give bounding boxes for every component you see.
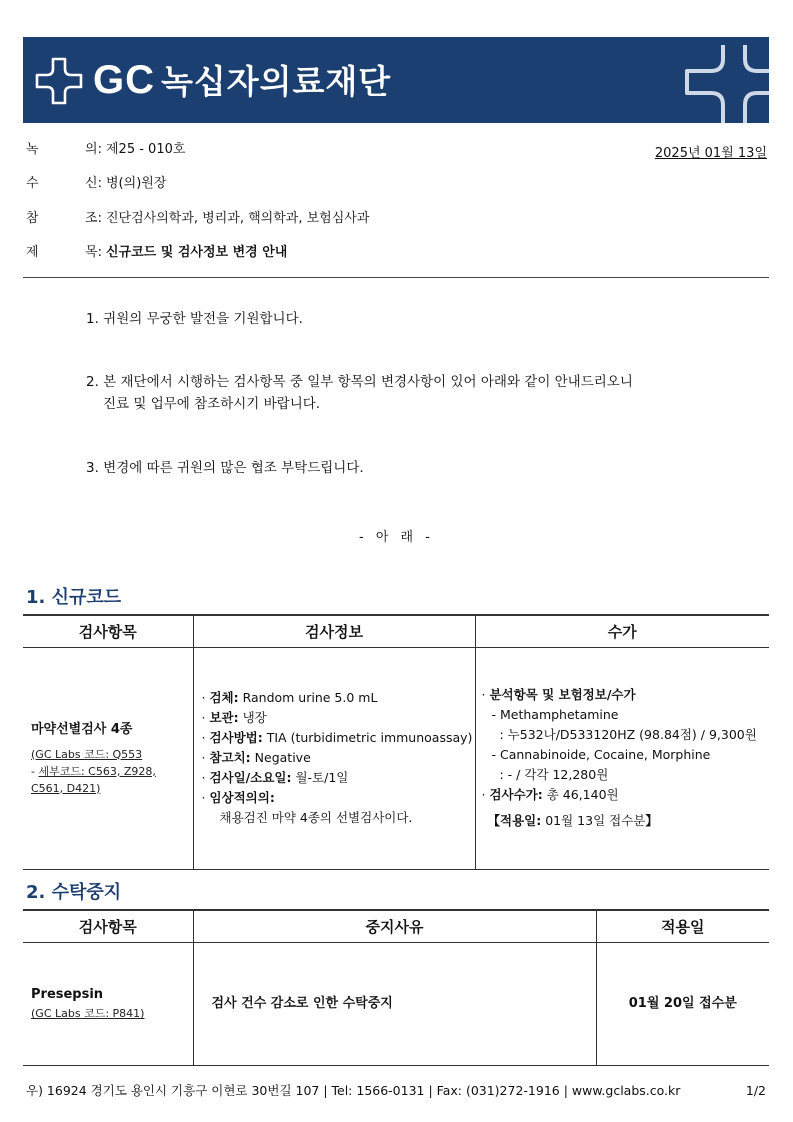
below-marker: - 아 래 - <box>359 530 434 545</box>
price-meth: - Methamphetamine <box>491 707 619 722</box>
table-row <box>23 647 769 869</box>
item-code: (GC Labs 코드: P841) <box>31 1007 145 1020</box>
column-header: 검사정보 <box>193 615 475 647</box>
suspension-date: 01월 20일 접수분 <box>596 942 769 1065</box>
divider <box>23 277 769 278</box>
logo-gc: GC <box>93 58 155 102</box>
column-header: 수가 <box>475 615 769 647</box>
section-title-suspension: 2. 수탁중지 <box>26 882 122 903</box>
paragraph-1: 1. 귀원의 무궁한 발전을 기원합니다. <box>86 311 303 327</box>
paragraph-2: 2. 본 재단에서 시행하는 검사항목 중 일부 항목의 변경사항이 있어 아래와 같이 안내드리오니 진료 및 업무에 참조하시기 바랍니다. <box>86 374 633 412</box>
info-schedule: · 검사일/소요일: 월-토/1일 <box>201 770 349 785</box>
footer <box>26 1082 766 1100</box>
header-banner <box>23 37 769 123</box>
column-header: 중지사유 <box>193 910 596 942</box>
info-cell <box>193 647 475 869</box>
price-total: · 검사수가: 총 46,140원 <box>481 787 619 802</box>
meta-doc-number: 녹 의: 제25 - 010호 <box>26 142 186 157</box>
price-header: · 분석항목 및 보험정보/수가 <box>481 687 636 702</box>
reference: 진단검사의학과, 병리과, 핵의학과, 보험심사과 <box>106 211 370 226</box>
gc-cross-decoration-icon <box>683 45 769 123</box>
suspension-reason: 검사 건수 감소로 인한 수탁중지 <box>193 942 596 1065</box>
item-code: (GC Labs 코드: Q553 <box>31 747 143 761</box>
footer-address: 우) 16924 경기도 용인시 기흥구 이현로 30번길 107 | Tel: 1566-0131 | Fax: (031)272-1916 | www.gclabs.co.kr <box>26 1083 681 1098</box>
info-clinical-text: 채용검진 마약 4종의 선별검사이다. <box>219 810 413 825</box>
price-others: - Cannabinoide, Cocaine, Morphine <box>491 747 711 762</box>
meta-subject: 제 목: 신규코드 및 검사정보 변경 안내 <box>26 245 288 260</box>
price-others-detail: : - / 각각 12,280원 <box>499 767 609 782</box>
item-cell: 마약선별검사 4종 (GC Labs 코드: Q553 - 세부코드: C563, Z928, C561, D421) <box>23 647 193 869</box>
gc-cross-logo-icon <box>33 55 85 107</box>
item-name: Presepsin <box>31 987 104 1002</box>
info-method: · 검사방법: TIA (turbidimetric immunoassay) <box>201 730 473 745</box>
item-cell <box>23 942 193 1065</box>
meta-recipient: 수 신: 병(의)원장 <box>26 176 167 191</box>
info-storage: · 보관: 냉장 <box>201 710 267 725</box>
meta-reference: 참 조: 진단검사의학과, 병리과, 핵의학과, 보험심사과 <box>26 211 370 226</box>
price-cell <box>475 647 769 869</box>
column-header: 검사항목 <box>23 615 193 647</box>
section-title-new-code: 1. 신규코드 <box>26 587 122 608</box>
subject: 신규코드 및 검사정보 변경 안내 <box>106 245 288 260</box>
column-header: 검사항목 <box>23 910 193 942</box>
doc-number: 제25 - 010호 <box>106 142 186 157</box>
info-specimen: · 검체: Random urine 5.0 mL <box>201 690 378 705</box>
info-clinical: · 임상적의의: <box>201 790 275 805</box>
new-code-table <box>23 614 769 870</box>
page-number: 1/2 <box>745 1083 766 1098</box>
item-name: 마약선별검사 4종 <box>31 721 133 737</box>
info-reference-value: · 참고치: Negative <box>201 750 311 765</box>
document-date: 2025년 01월 13일 <box>654 146 767 161</box>
column-header: 적용일 <box>596 910 769 942</box>
suspension-table <box>23 909 769 1066</box>
item-detail-code: - 세부코드: C563, Z928, <box>31 764 156 778</box>
price-meth-detail: : 누532나/D533120HZ (98.84점) / 9,300원 <box>499 727 757 742</box>
table-row <box>23 942 769 1065</box>
recipient: 병(의)원장 <box>106 176 167 191</box>
paragraph-3: 3. 변경에 따른 귀원의 많은 협조 부탁드립니다. <box>86 460 364 476</box>
logo-foundation-name: 녹십자의료재단 <box>161 62 392 101</box>
apply-date: 【적용일: 01월 13일 접수분】 <box>487 813 658 828</box>
